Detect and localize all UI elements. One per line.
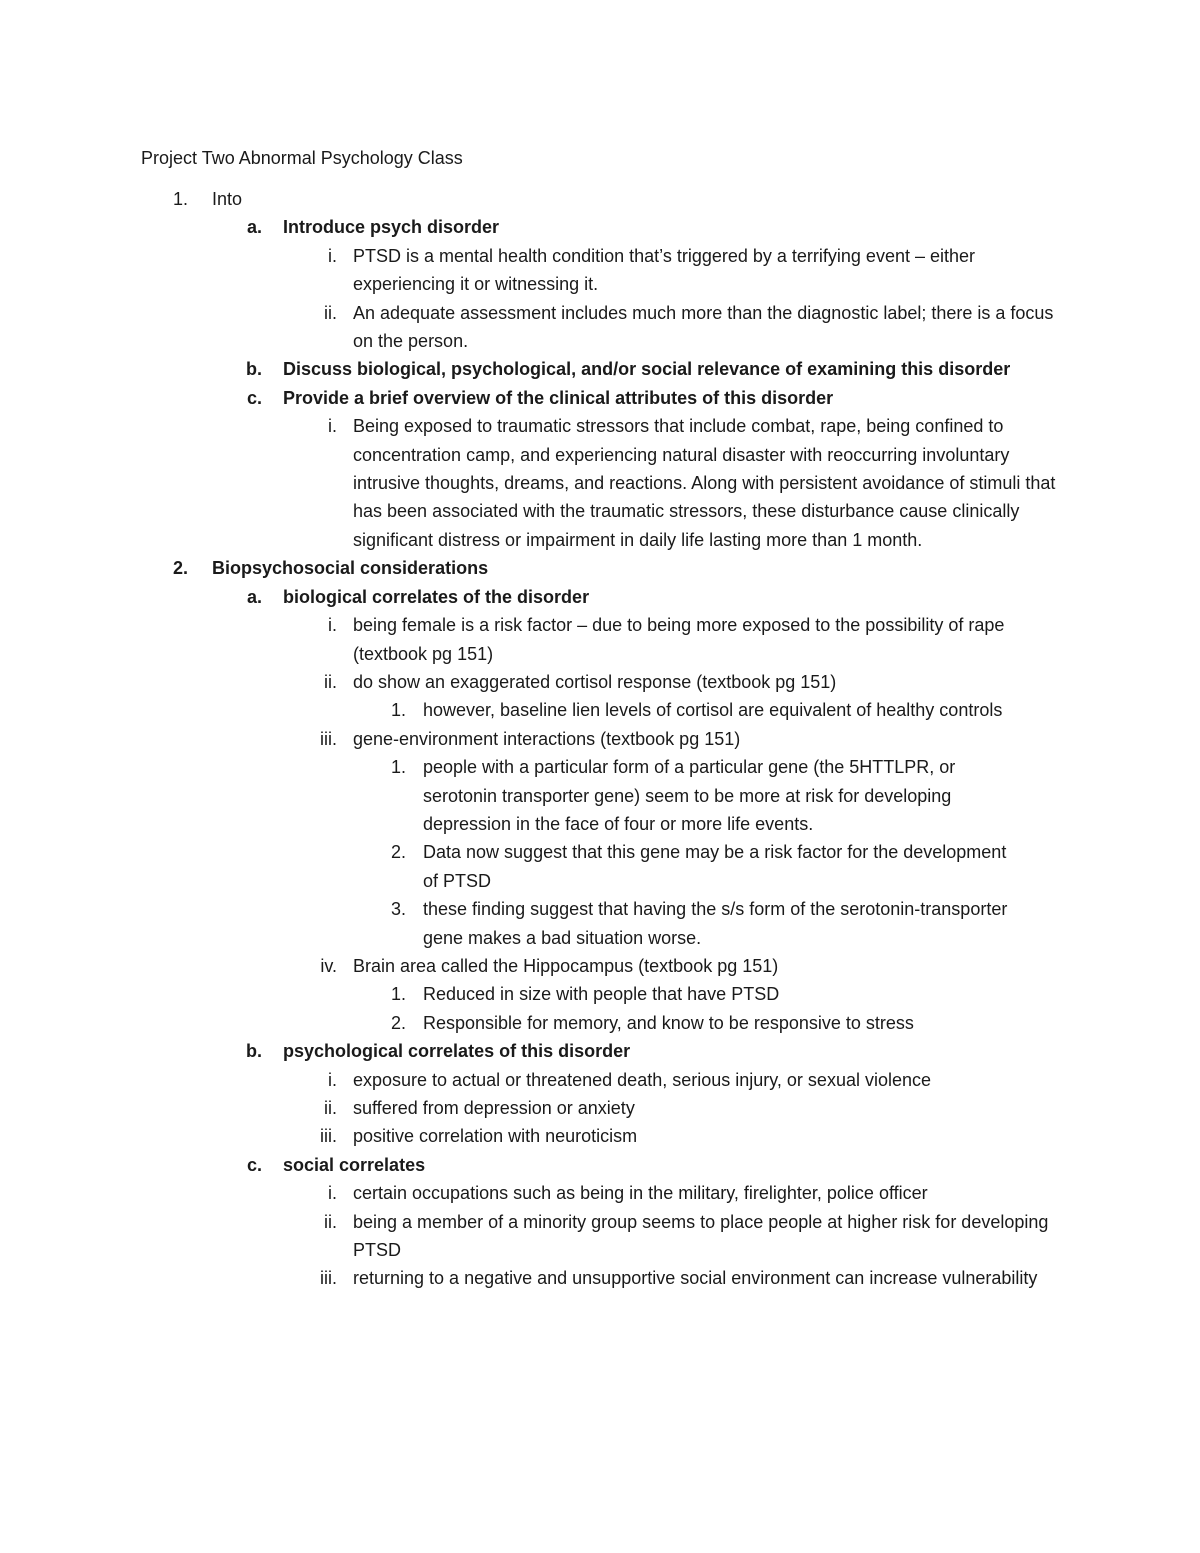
point-marker: iii. bbox=[320, 728, 337, 749]
detail-text: however, baseline lien levels of cortisol are equivalent of healthy controls bbox=[423, 700, 1003, 721]
point-2c-i bbox=[0, 1179, 1200, 1207]
point-text: do show an exaggerated cortisol response (textbook pg 151) bbox=[353, 671, 837, 692]
section-marker: 2. bbox=[172, 558, 188, 579]
detail-marker: 2. bbox=[390, 842, 406, 863]
point-text: being a member of a minority group seems to place people at higher risk for developing PTSD bbox=[353, 1211, 1049, 1261]
subsection-2b bbox=[0, 1037, 1200, 1065]
point-text: being female is a risk factor – due to being more exposed to the possibility of rape (textbook pg 151) bbox=[353, 615, 1005, 664]
section-marker: 1. bbox=[172, 189, 188, 209]
subsection-marker: a. bbox=[246, 217, 262, 238]
document-title: Project Two Abnormal Psychology Class bbox=[141, 148, 463, 168]
point-text: Being exposed to traumatic stressors that include combat, rape, being confined to concentration camp, and experiencing natural disaster with reoccurring involuntary intrusive thoughts, dreams, and reactions. Along with persistent avoidance of stimuli that has been associated with the traumatic stressors, these disturbance cause clinically significant distress or impairment in daily life lasting more than 1 month. bbox=[353, 416, 1056, 550]
point-1a-ii bbox=[0, 299, 1200, 356]
point-marker: iv. bbox=[320, 955, 337, 976]
point-marker: ii. bbox=[324, 1211, 337, 1232]
subsection-1c bbox=[0, 384, 1200, 412]
detail-text: these finding suggest that having the s/s form of the serotonin-transporter gene makes a bad situation worse. bbox=[423, 899, 1008, 948]
point-2a-ii bbox=[0, 668, 1200, 696]
point-marker: ii. bbox=[324, 302, 337, 323]
point-text: positive correlation with neuroticism bbox=[353, 1126, 638, 1147]
point-text: gene-environment interactions (textbook pg 151) bbox=[353, 728, 741, 749]
point-2b-i bbox=[0, 1066, 1200, 1094]
point-marker: iii. bbox=[320, 1126, 337, 1147]
point-text: exposure to actual or threatened death, serious injury, or sexual violence bbox=[353, 1069, 932, 1090]
detail-text: people with a particular form of a particular gene (the 5HTTLPR, or serotonin transporter gene) seem to be more at risk for developing depression in the face of four or more life events. bbox=[423, 757, 956, 834]
subsection-label: Provide a brief overview of the clinical attributes of this disorder bbox=[283, 387, 834, 408]
detail-text: Responsible for memory, and know to be responsive to stress bbox=[423, 1012, 914, 1033]
point-1a-i bbox=[0, 242, 1200, 299]
detail-marker: 3. bbox=[390, 899, 406, 920]
detail-marker: 1. bbox=[390, 757, 406, 778]
detail-2a-iv-2 bbox=[0, 1009, 1200, 1037]
section-label: Into bbox=[212, 189, 243, 209]
section-2 bbox=[0, 554, 1200, 582]
point-text: PTSD is a mental health condition that’s triggered by a terrifying event – either experiencing it or witnessing it. bbox=[353, 245, 976, 295]
subsection-label: social correlates bbox=[283, 1154, 426, 1175]
point-1c-i bbox=[0, 412, 1200, 554]
point-text: returning to a negative and unsupportive social environment can increase vulnerability bbox=[353, 1268, 1038, 1289]
point-text: suffered from depression or anxiety bbox=[353, 1098, 635, 1118]
section-label: Biopsychosocial considerations bbox=[212, 558, 489, 579]
detail-2a-iii-2 bbox=[0, 838, 1200, 895]
subsection-label: Discuss biological, psychological, and/or social relevance of examining this disorder bbox=[283, 359, 1011, 380]
subsection-1a bbox=[0, 213, 1200, 241]
subsection-2c bbox=[0, 1151, 1200, 1179]
outline bbox=[0, 185, 1200, 1293]
subsection-marker: c. bbox=[246, 387, 262, 408]
subsection-label: biological correlates of the disorder bbox=[283, 586, 590, 607]
point-2a-iii bbox=[0, 725, 1200, 753]
subsection-marker: b. bbox=[246, 359, 262, 380]
subsection-label: Introduce psych disorder bbox=[283, 217, 500, 238]
detail-text: Reduced in size with people that have PTSD bbox=[423, 984, 780, 1005]
detail-text: Data now suggest that this gene may be a risk factor for the development of PTSD bbox=[423, 842, 1007, 891]
point-2b-iii bbox=[0, 1122, 1200, 1150]
point-marker: ii. bbox=[324, 1098, 337, 1118]
subsection-marker: b. bbox=[246, 1041, 262, 1062]
point-text: Brain area called the Hippocampus (textbook pg 151) bbox=[353, 955, 779, 976]
detail-marker: 1. bbox=[390, 700, 406, 721]
detail-2a-iii-3 bbox=[0, 895, 1200, 952]
detail-2a-ii-1 bbox=[0, 696, 1200, 724]
point-marker: i. bbox=[328, 245, 337, 266]
detail-marker: 1. bbox=[390, 984, 406, 1005]
point-marker: i. bbox=[328, 1069, 337, 1090]
point-marker: iii. bbox=[320, 1268, 337, 1289]
detail-2a-iii-1 bbox=[0, 753, 1200, 838]
point-2a-i bbox=[0, 611, 1200, 668]
point-marker: ii. bbox=[324, 671, 337, 692]
point-marker: i. bbox=[328, 615, 337, 636]
detail-2a-iv-1 bbox=[0, 980, 1200, 1008]
point-marker: i. bbox=[328, 416, 337, 437]
point-2a-iv bbox=[0, 952, 1200, 980]
subsection-label: psychological correlates of this disorder bbox=[283, 1041, 631, 1062]
subsection-2a bbox=[0, 583, 1200, 611]
point-text: certain occupations such as being in the military, firelighter, police officer bbox=[353, 1183, 928, 1204]
subsection-marker: c. bbox=[246, 1154, 262, 1175]
point-2c-iii bbox=[0, 1264, 1200, 1292]
point-2c-ii bbox=[0, 1208, 1200, 1265]
point-text: An adequate assessment includes much more than the diagnostic label; there is a focus on the person. bbox=[353, 302, 1054, 352]
section-1 bbox=[0, 185, 1200, 213]
point-marker: i. bbox=[328, 1183, 337, 1204]
point-2b-ii bbox=[0, 1094, 1200, 1122]
detail-marker: 2. bbox=[390, 1012, 406, 1033]
subsection-1b bbox=[0, 355, 1200, 383]
subsection-marker: a. bbox=[246, 586, 262, 607]
